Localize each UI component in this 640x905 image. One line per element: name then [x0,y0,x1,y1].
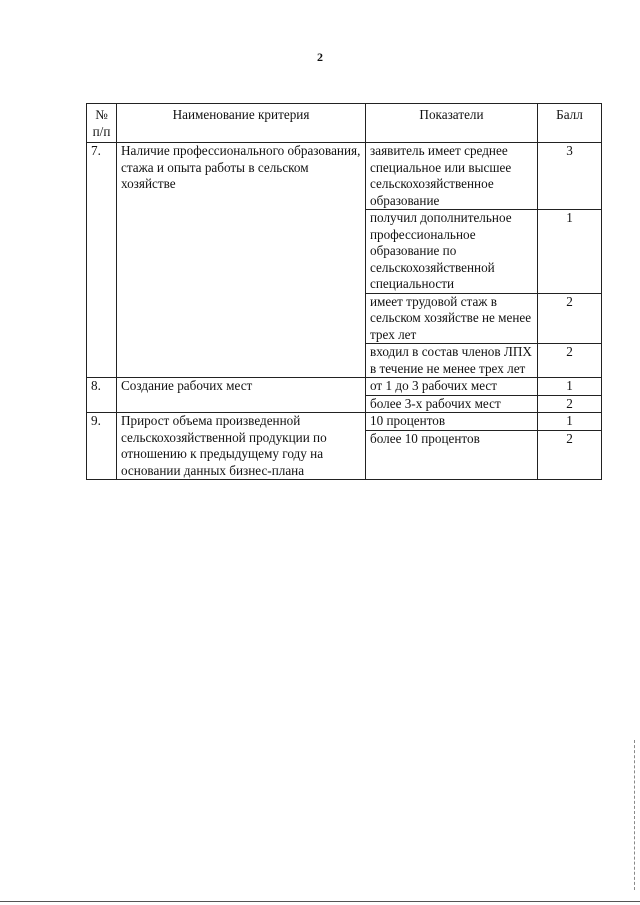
score-cell: 1 [538,210,602,294]
score-cell: 2 [538,293,602,344]
header-indicators: Показатели [366,104,538,143]
page-bottom-rule [0,901,640,902]
table-header-row [87,104,602,143]
header-name: Наименование критерия [117,104,366,143]
row-num: 7. [87,143,117,378]
table-row [87,413,602,431]
criterion-name: Наличие профессионального образования, стажа и опыта работы в сельском хозяйстве [117,143,366,378]
indicator-cell: от 1 до 3 рабочих мест [366,378,538,396]
indicator-cell: более 3-х рабочих мест [366,395,538,413]
indicator-cell: имеет трудовой стаж в сельском хозяйстве не менее трех лет [366,293,538,344]
indicator-cell: заявитель имеет среднее специальное или высшее сельскохозяйственное образование [366,143,538,210]
row-num: 9. [87,413,117,480]
table-row [87,378,602,396]
criterion-name: Создание рабочих мест [117,378,366,413]
indicator-cell: входил в состав членов ЛПХ в течение не менее трех лет [366,344,538,378]
table-row [87,143,602,210]
score-cell: 1 [538,378,602,396]
indicator-cell: получил дополнительное профессиональное образование по сельскохозяйственной специальности [366,210,538,294]
header-score: Балл [538,104,602,143]
row-num: 8. [87,378,117,413]
score-cell: 2 [538,431,602,480]
criteria-table [86,103,602,480]
header-num: № п/п [87,104,117,143]
indicator-cell: более 10 процентов [366,431,538,480]
page-number: 2 [317,50,323,64]
score-cell: 2 [538,344,602,378]
score-cell: 2 [538,395,602,413]
indicator-cell: 10 процентов [366,413,538,431]
score-cell: 1 [538,413,602,431]
criterion-name: Прирост объема произведенной сельскохозяйственной продукции по отношению к предыдущему году на основании данных бизнес-плана [117,413,366,480]
scan-edge-mark [634,740,636,890]
score-cell: 3 [538,143,602,210]
